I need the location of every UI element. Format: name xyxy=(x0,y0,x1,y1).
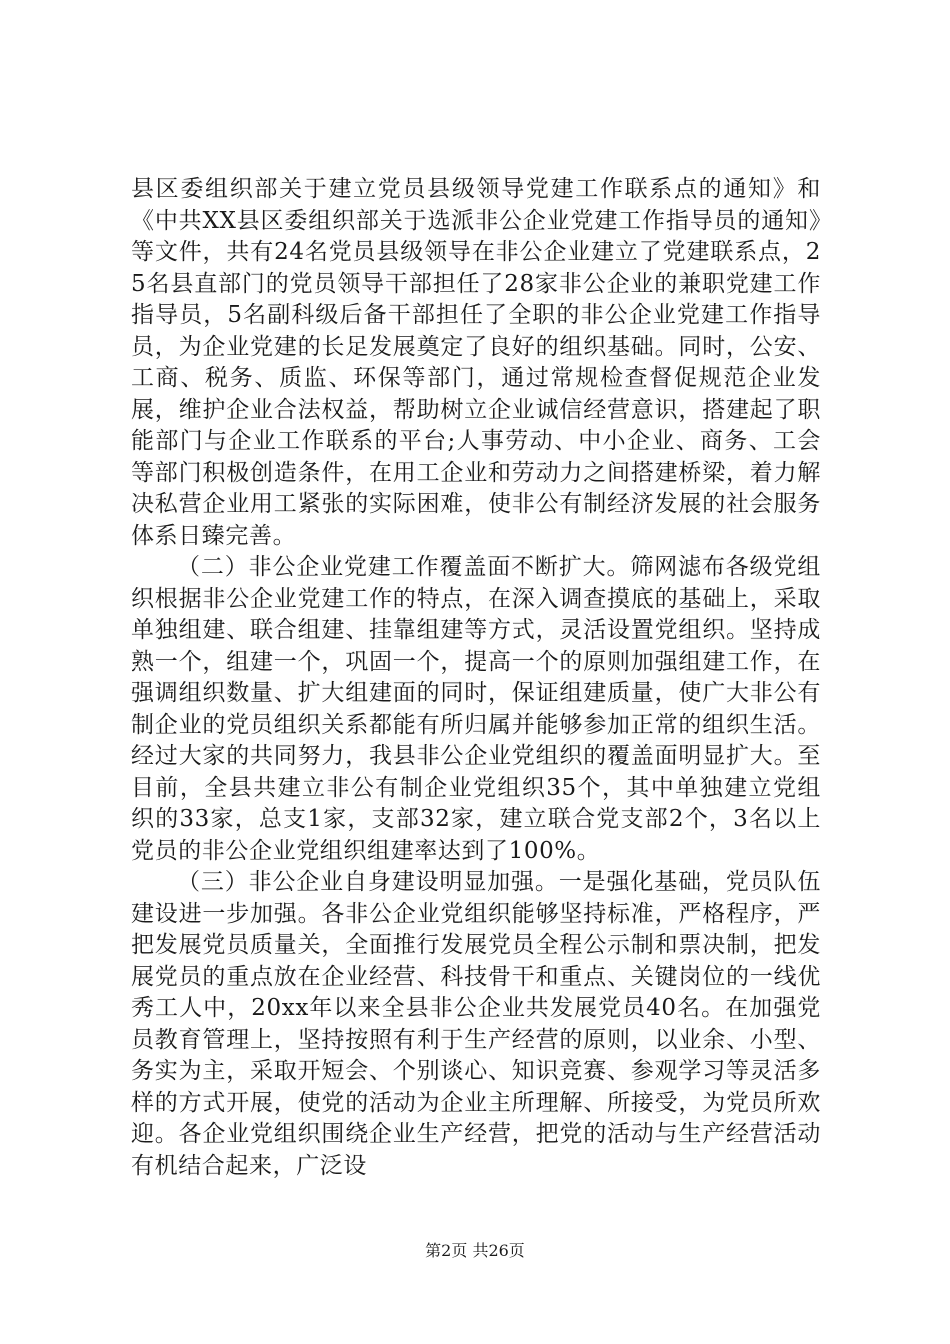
document-body xyxy=(131,174,821,1182)
paragraph-continued: 县区委组织部关于建立党员县级领导党建工作联系点的通知》和《中共XX县区委组织部关于选派非公企业党建工作指导员的通知》等文件，共有24名党员县级领导在非公企业建立了党建联系点，25名县直部门的党员领导干部担任了28家非公企业的兼职党建工作指导员，5名副科级后备干部担任了全职的非公企业党建工作指导员，为企业党建的长足发展奠定了良好的组织基础。同时，公安、工商、税务、质监、环保等部门，通过常规检查督促规范企业发展，维护企业合法权益，帮助树立企业诚信经营意识，搭建起了职能部门与企业工作联系的平台;人事劳动、中小企业、商务、工会等部门积极创造条件，在用工企业和劳动力之间搭建桥梁，着力解决私营企业用工紧张的实际困难，使非公有制经济发展的社会服务体系日臻完善。 xyxy=(131,176,821,549)
paragraph-section-three: （三）非公企业自身建设明显加强。一是强化基础，党员队伍建设进一步加强。各非公企业党组织能够坚持标准，严格程序，严把发展党员质量关，全面推行发展党员全程公示制和票决制，把发展党员的重点放在企业经营、科技骨干和重点、关键岗位的一线优秀工人中，20xx年以来全县非公企业共发展党员40名。在加强党员教育管理上，坚持按照有利于生产经营的原则，以业余、小型、务实为主，采取开短会、个别谈心、知识竞赛、参观学习等灵活多样的方式开展，使党的活动为企业主所理解、所接受，为党员所欢迎。各企业党组织围绕企业生产经营，把党的活动与生产经营活动有机结合起来，广泛设 xyxy=(131,869,821,1179)
paragraph-section-two: （二）非公企业党建工作覆盖面不断扩大。筛网滤布各级党组织根据非公企业党建工作的特点，在深入调查摸底的基础上，采取单独组建、联合组建、挂靠组建等方式，灵活设置党组织。坚持成熟一个，组建一个，巩固一个，提高一个的原则加强组建工作，在强调组织数量、扩大组建面的同时，保证组建质量，使广大非公有制企业的党员组织关系都能有所归属并能够参加正常的组织生活。经过大家的共同努力，我县非公企业党组织的覆盖面明显扩大。至目前，全县共建立非公有制企业党组织35个，其中单独建立党组织的33家，总支1家，支部32家，建立联合党支部2个，3名以上党员的非公企业党组织组建率达到了100%。 xyxy=(131,554,821,864)
page-footer: 第2页 共26页 xyxy=(425,1241,525,1260)
